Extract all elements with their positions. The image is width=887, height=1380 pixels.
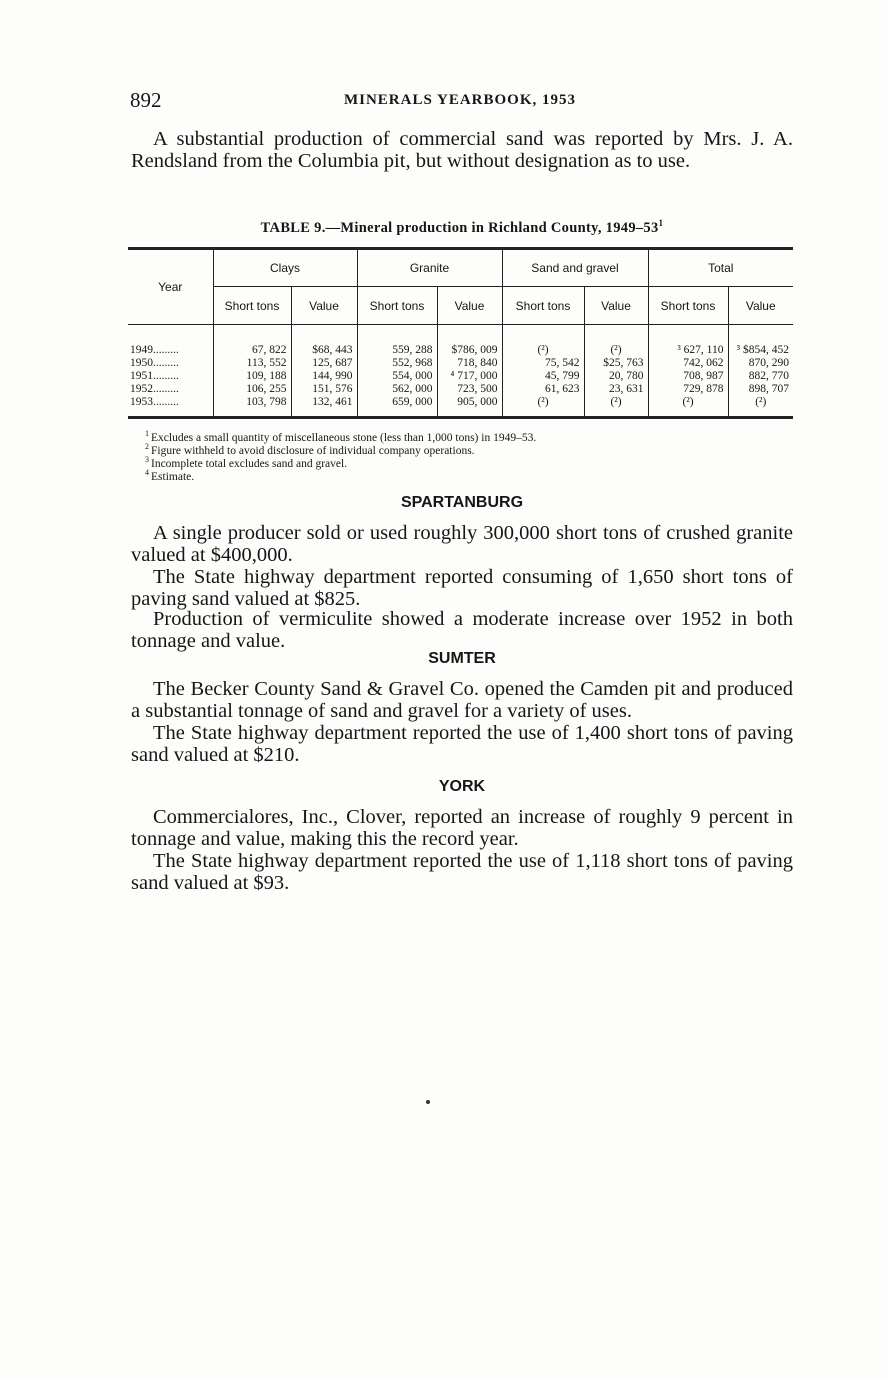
footnote-text: Estimate. [151,470,195,483]
section-heading: SPARTANBURG [400,494,524,511]
subheader: Value [584,287,648,325]
table-cell: 106, 255 [213,382,291,395]
section-paragraph [131,566,793,610]
table-cell: 61, 623 [502,382,584,395]
year-cell: 1953......... [128,395,213,418]
table-row [128,325,793,357]
table-cell: 75, 542 [502,356,584,369]
footnote-text: Excludes a small quantity of miscellaneous stone (less than 1,000 tons) in 1949–53. [151,431,537,444]
table-row [128,382,793,395]
table-cell: ³ $854, 452 [728,325,793,357]
table-cell: 132, 461 [291,395,357,418]
section-paragraph [131,608,793,652]
paragraph-text: A single producer sold or used roughly 300,000 short tons of crushed granite valued at $400,000. [131,522,793,566]
group-header-granite: Granite [357,249,502,287]
table-cell: 882, 770 [728,369,793,382]
table-cell: 125, 687 [291,356,357,369]
section-paragraph [131,522,793,566]
table-cell: 554, 000 [357,369,437,382]
year-header: Year [128,249,213,325]
subheader: Value [291,287,357,325]
table-cell: 718, 840 [437,356,502,369]
table-cell: 870, 290 [728,356,793,369]
group-header-total: Total [648,249,793,287]
table-cell: 103, 798 [213,395,291,418]
year-cell: 1950......... [130,356,179,369]
intro-paragraph-text: A substantial production of commercial sand was reported by Mrs. J. A. Rendsland from the Columbia pit, but without designation as to use. [131,128,793,172]
mineral-production-table [128,247,793,419]
subheader: Short tons [648,287,728,325]
table-cell: (²) [502,325,584,357]
paragraph-text: The State highway department reported consuming of 1,650 short tons of paving sand valued at $825. [131,566,793,610]
table-cell: 905, 000 [437,395,502,418]
year-cell: 1951......... [130,369,179,382]
table-cell: 723, 500 [437,382,502,395]
table-row [128,369,793,382]
table-cell: $25, 763 [584,356,648,369]
table-cell: (²) [502,395,584,418]
running-head: MINERALS YEARBOOK, 1953 [343,92,577,108]
table-body [128,325,793,418]
table-cell: 23, 631 [584,382,648,395]
group-header-clays: Clays [213,249,357,287]
table-cell: 729, 878 [648,382,728,395]
footnote [145,467,745,483]
subheader: Short tons [502,287,584,325]
year-cell: 1949......... [130,343,179,356]
table-title-note: 1 [658,218,664,228]
table-cell: 559, 288 [357,325,437,357]
footnote-text: Figure withheld to avoid disclosure of individual company operations. [151,444,475,457]
table-cell: 67, 822 [213,325,291,357]
paragraph-text: The State highway department reported the use of 1,118 short tons of paving sand valued at $93. [131,850,793,894]
table-cell: 552, 968 [357,356,437,369]
footnote-mark: 1 [145,429,151,438]
year-cell: 1952......... [130,382,179,395]
table-title [131,218,793,237]
table-cell: 742, 062 [648,356,728,369]
section-heading: SUMTER [428,650,496,667]
footnote-mark: 2 [145,442,151,451]
subheader: Value [437,287,502,325]
table-cell: 708, 987 [648,369,728,382]
group-header-sand-gravel: Sand and gravel [502,249,648,287]
footnote-mark: 4 [145,468,151,477]
section-paragraph [131,678,793,722]
section-paragraph [131,850,793,894]
footnote-text: Incomplete total excludes sand and gravel. [151,457,348,470]
section-paragraph [131,806,793,850]
subheader: Value [728,287,793,325]
paragraph-text: Commercialores, Inc., Clover, reported an increase of roughly 9 percent in tonnage and value, making this the record year. [131,806,793,850]
table-cell: 45, 799 [502,369,584,382]
table-title-text: TABLE 9.—Mineral production in Richland County, 1949–53 [260,219,659,236]
table-cell: 144, 990 [291,369,357,382]
paragraph-text: Production of vermiculite showed a moderate increase over 1952 in both tonnage and value. [131,608,793,652]
table-cell: 898, 707 [728,382,793,395]
intro-paragraph [131,128,793,172]
table-cell: $68, 443 [291,325,357,357]
table-row [128,395,793,418]
stray-mark [426,1100,430,1104]
section-paragraph [131,722,793,766]
table-cell: 113, 552 [213,356,291,369]
table-cell: (²) [584,395,648,418]
table-cell: ³ 627, 110 [648,325,728,357]
page-number: 892 [130,88,162,112]
table-cell: 151, 576 [291,382,357,395]
paragraph-text: The Becker County Sand & Gravel Co. opened the Camden pit and produced a substantial tonnage of sand and gravel for a variety of uses. [131,678,793,722]
footnote-mark: 3 [145,455,151,464]
subheader: Short tons [213,287,291,325]
table-cell: ⁴ 717, 000 [437,369,502,382]
paragraph-text: The State highway department reported the use of 1,400 short tons of paving sand valued at $210. [131,722,793,766]
table-cell: 562, 000 [357,382,437,395]
subheader: Short tons [357,287,437,325]
table-cell: (²) [648,395,728,418]
table-cell: (²) [728,395,793,418]
page-header [130,88,790,116]
table-cell: $786, 009 [437,325,502,357]
table-cell: 109, 188 [213,369,291,382]
section-heading: YORK [438,778,486,795]
table-cell: 659, 000 [357,395,437,418]
table-row [128,356,793,369]
table-cell: 20, 780 [584,369,648,382]
table-cell: (²) [584,325,648,357]
